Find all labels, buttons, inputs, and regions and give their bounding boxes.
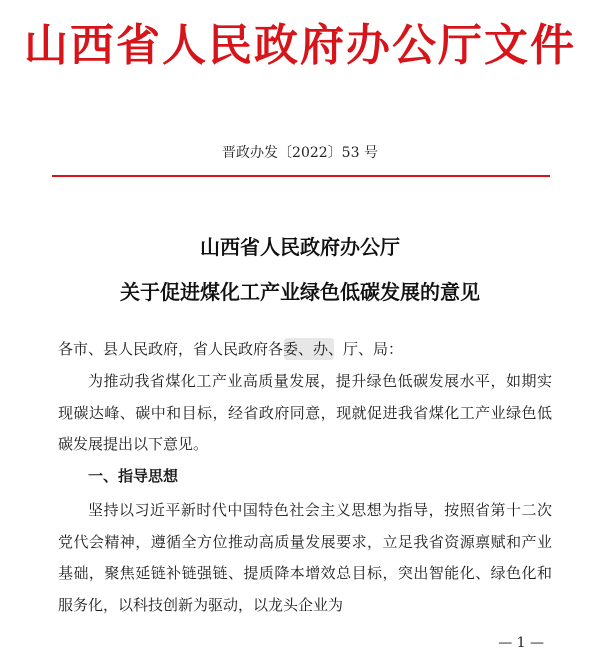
document-title-line1: 山西省人民政府办公厅 (200, 235, 400, 259)
intro-paragraph: 为推动我省煤化工产业高质量发展，提升绿色低碳发展水平，如期实现碳达峰、碳中和目标，经省政府同意，现就促进我省煤化工产业绿色低碳发展提出以下意见。 (58, 372, 552, 453)
page-number: — 1 — (498, 635, 544, 651)
section-body-paragraph: 坚持以习近平新时代中国特色社会主义思想为指导，按照省第十二次党代会精神，遵循全方位推动高质量发展要求，立足我省资源禀赋和产业基础，聚焦延链补链强链、提质降本增效总目标，突出智能化、绿色化和服务化，以科技创新为驱动，以龙头企业为 (58, 501, 552, 614)
document-number: 晋政办发〔2022〕53 号 (222, 145, 378, 161)
agency-masthead: 山西省人民政府办公厅文件 (24, 20, 576, 71)
section-heading-guiding-ideology: 一、指导思想 (88, 467, 179, 485)
red-divider-line (52, 175, 550, 177)
salutation: 各市、县人民政府，省人民政府各委、办、厅、局： (58, 340, 404, 358)
document-title-line2: 关于促进煤化工产业绿色低碳发展的意见 (120, 280, 480, 304)
